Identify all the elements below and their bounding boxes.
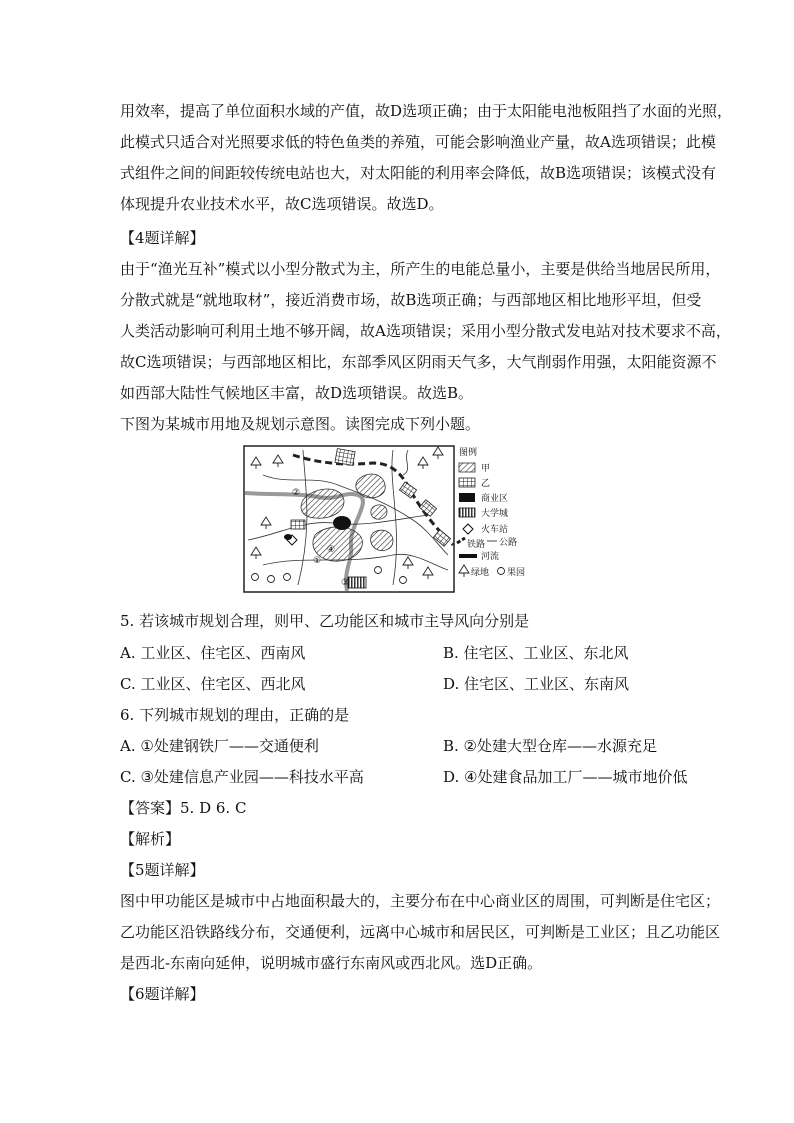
map-legend bbox=[457, 446, 525, 578]
text-line: 图中甲功能区是城市中占地面积最大的，主要分布在中心商业区的周围，可判断是住宅区； bbox=[120, 892, 721, 910]
continuation-paragraph bbox=[120, 96, 733, 220]
university-town bbox=[348, 577, 366, 588]
text-line: 是西北-东南向延伸，说明城市盛行东南风或西北风。选D正确。 bbox=[120, 954, 543, 972]
legend-label: 商业区 bbox=[481, 494, 509, 504]
rail-junction bbox=[284, 534, 292, 540]
text-line: 如西部大陆性气候地区丰富，故D选项错误。故选B。 bbox=[120, 384, 474, 402]
legend-label: 甲 bbox=[481, 464, 491, 474]
zone-jia bbox=[356, 474, 385, 498]
q6-heading: 【6题详解】 bbox=[120, 985, 205, 1003]
text-line: 式组件之间的间距较传统电站也大，对太阳能的利用率会降低，故B选项错误；该模式没有 bbox=[120, 164, 717, 182]
legend-label: 铁路 bbox=[467, 540, 486, 550]
text-line: 分散式就是“就地取材”，接近消费市场，故B选项正确；与西部地区相比地形平坦，但受 bbox=[120, 291, 702, 309]
site-label: ④ bbox=[327, 545, 336, 555]
figure-intro: 下图为某城市用地及规划示意图。读图完成下列小题。 bbox=[120, 415, 481, 433]
q4-explanation bbox=[120, 254, 731, 409]
q6-option-b: B. ②处建大型仓库——水源充足 bbox=[443, 737, 658, 755]
q6-option-d: D. ④处建食品加工厂——城市地价低 bbox=[443, 768, 688, 786]
map-figure bbox=[243, 445, 555, 593]
text-line: 人类活动影响可利用土地不够开阔，故A选项错误；采用小型分散式发电站对技术要求不高， bbox=[120, 322, 731, 340]
text-line: 由于“渔光互补”模式以小型分散式为主，所产生的电能总量小，主要是供给当地居民所用， bbox=[120, 260, 721, 278]
zone-jia bbox=[371, 530, 393, 550]
q5-option-b: B. 住宅区、工业区、东北风 bbox=[443, 644, 629, 662]
legend-label: 河流 bbox=[481, 552, 500, 562]
city-land-use-map bbox=[243, 445, 555, 593]
zone-jia bbox=[371, 505, 387, 519]
legend-label: 绿地 bbox=[471, 568, 490, 578]
q6-option-a: A. ①处建钢铁厂——交通便利 bbox=[120, 737, 319, 755]
text-line: 体现提升农业技术水平，故C选项错误。故选D。 bbox=[120, 195, 444, 213]
answer-line: 【答案】5. D 6. C bbox=[120, 799, 247, 817]
q6-stem: 6. 下列城市规划的理由，正确的是 bbox=[120, 706, 350, 724]
site-label: ② bbox=[292, 488, 301, 498]
commercial-district bbox=[333, 516, 351, 530]
text-line: 用效率，提高了单位面积水域的产值，故D选项正确；由于太阳能电池板阻挡了水面的光照， bbox=[120, 102, 733, 120]
text-line: 乙功能区沿铁路线分布，交通便利，远离中心城市和居民区，可判断是工业区；且乙功能区 bbox=[120, 923, 721, 941]
text-line: 故C选项错误；与西部地区相比，东部季风区阴雨天气多，大气削弱作用强，太阳能资源不 bbox=[120, 353, 717, 371]
q6-option-c: C. ③处建信息产业园——科技水平高 bbox=[120, 768, 364, 786]
q5-stem: 5. 若该城市规划合理，则甲、乙功能区和城市主导风向分别是 bbox=[120, 612, 530, 630]
legend-label: 火车站 bbox=[481, 525, 509, 535]
zone-yi bbox=[291, 520, 305, 529]
analysis-heading: 【解析】 bbox=[120, 830, 181, 848]
q5-option-a: A. 工业区、住宅区、西南风 bbox=[120, 644, 306, 662]
text-line: 此模式只适合对光照要求低的特色鱼类的养殖，可能会影响渔业产量，故A选项错误；此模 bbox=[120, 133, 716, 151]
q5-explanation bbox=[120, 886, 721, 979]
q5-heading: 【5题详解】 bbox=[120, 861, 205, 879]
q5-option-c: C. 工业区、住宅区、西北风 bbox=[120, 675, 306, 693]
zone-yi bbox=[335, 449, 355, 466]
q4-heading: 【4题详解】 bbox=[120, 229, 205, 247]
legend-title: 图例 bbox=[459, 448, 478, 458]
legend-label: 果园 bbox=[507, 568, 526, 578]
q5-option-d: D. 住宅区、工业区、东南风 bbox=[443, 675, 630, 693]
legend-label: 大学城 bbox=[481, 509, 509, 519]
site-label: ③ bbox=[341, 578, 350, 588]
legend-label: 公路 bbox=[499, 538, 518, 548]
legend-label: 乙 bbox=[481, 479, 491, 489]
site-label: ① bbox=[313, 556, 322, 566]
